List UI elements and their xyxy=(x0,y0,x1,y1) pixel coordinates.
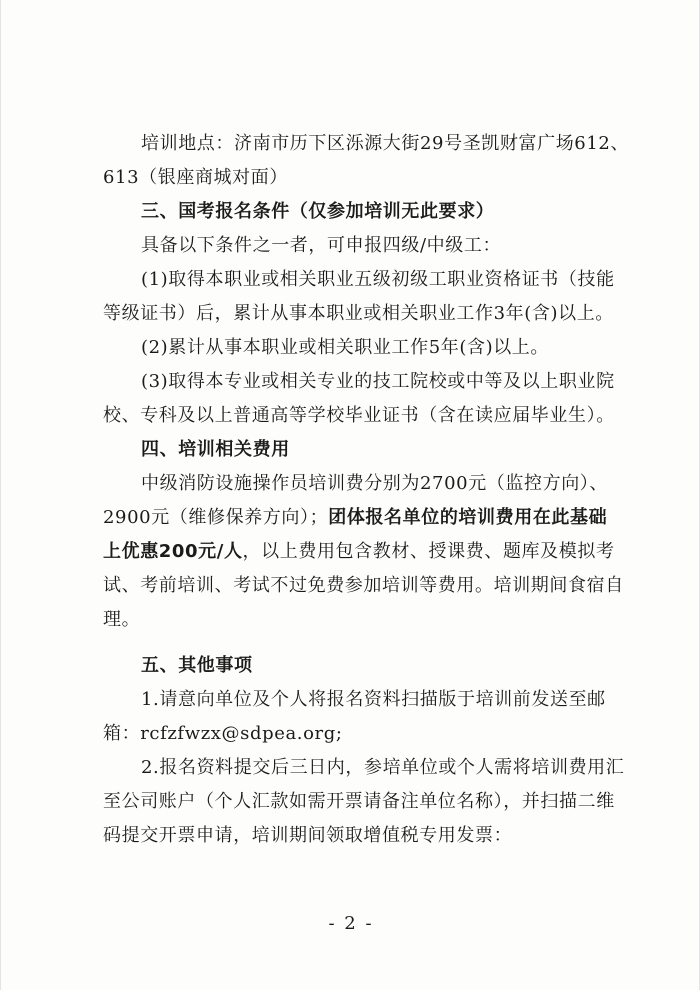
training-location-line-2: 613（银座商城对面） xyxy=(103,167,288,188)
fees-maintenance-text: 2900元（维修保养方向）； xyxy=(103,507,329,528)
fees-line-5: 理。 xyxy=(103,609,141,630)
section-gap xyxy=(103,637,613,649)
fees-line-3 xyxy=(103,535,613,569)
condition-1-line-1: (1)取得本职业或相关职业五级初级工职业资格证书（技能 xyxy=(141,269,615,290)
condition-3-line-1: (3)取得本专业或相关专业的技工院校或中等及以上职业院 xyxy=(141,371,615,392)
fees-line-2 xyxy=(103,501,613,535)
training-location-line-1: 培训地点：济南市历下区泺源大街29号圣凯财富广场612、 xyxy=(141,133,630,154)
conditions-intro: 具备以下条件之一者，可申报四级/中级工： xyxy=(141,235,502,256)
other-item-1-line-1: 1.请意向单位及个人将报名资料扫描版于培训前发送至邮 xyxy=(141,689,606,710)
other-item-1-line-2: 箱：rcfzfwzx@sdpea.org; xyxy=(103,723,343,744)
condition-3-line-2: 校、专科及以上普通高等学校毕业证书（含在读应届毕业生）。 xyxy=(103,405,615,426)
group-discount-text: 团体报名单位的培训费用在此基础 xyxy=(328,507,608,528)
fees-line-4: 试、考前培训、考试不过免费参加培训等费用。培训期间食宿自 xyxy=(103,575,624,596)
condition-1-line-2: 等级证书）后，累计从事本职业或相关职业工作3年(含)以上。 xyxy=(103,303,614,324)
group-discount-amount: 上优惠200元/人 xyxy=(103,541,243,562)
fees-line-1: 中级消防设施操作员培训费分别为2700元（监控方向）、 xyxy=(141,473,609,494)
other-item-2-line-3: 码提交开票申请，培训期间领取增值税专用发票： xyxy=(103,825,513,846)
section-heading-fees: 四、培训相关费用 xyxy=(141,439,290,460)
condition-2: (2)累计从事本职业或相关职业工作5年(含)以上。 xyxy=(141,337,549,358)
other-item-2-line-1: 2.报名资料提交后三日内，参培单位或个人需将培训费用汇 xyxy=(141,757,625,778)
section-heading-exam-conditions: 三、国考报名条件（仅参加培训无此要求） xyxy=(141,201,495,222)
document-body xyxy=(103,127,630,853)
section-heading-other-matters: 五、其他事项 xyxy=(141,655,253,676)
page-number: - 2 - xyxy=(328,913,374,934)
fees-includes-text: ，以上费用包含教材、授课费、题库及模拟考 xyxy=(242,541,615,562)
other-item-2-line-2: 至公司账户（个人汇款如需开票请备注单位名称），并扫描二维 xyxy=(103,791,615,812)
